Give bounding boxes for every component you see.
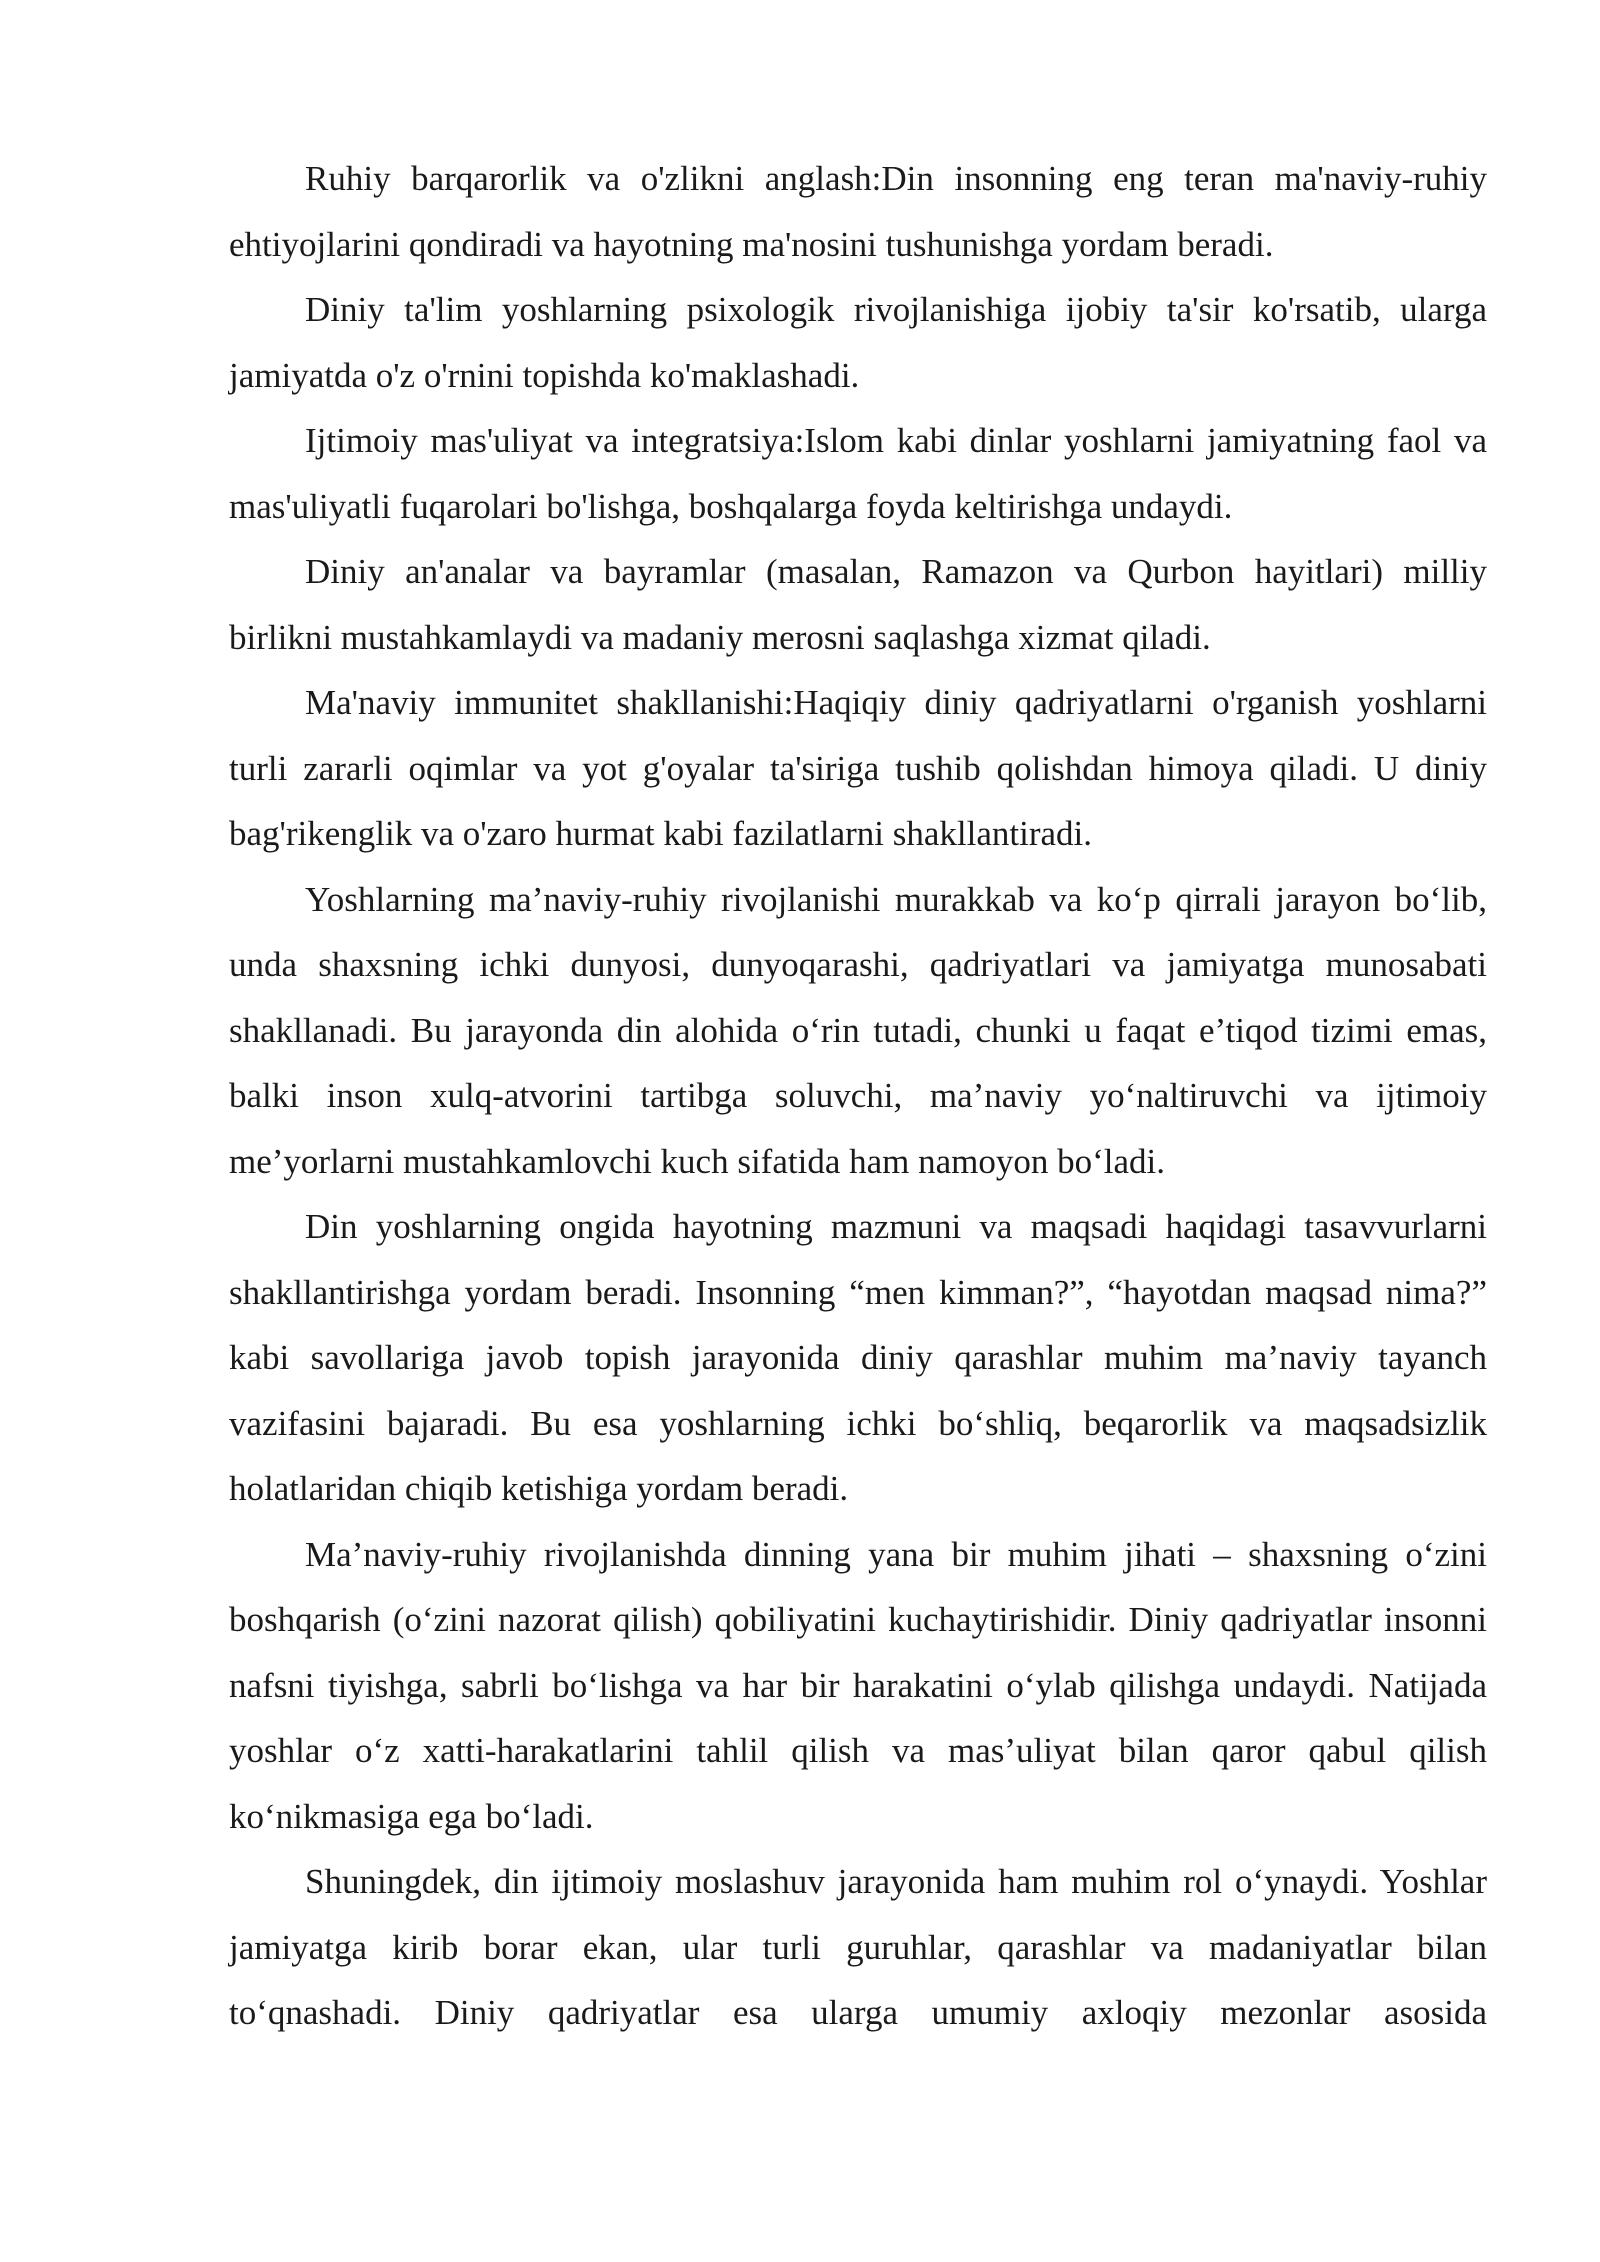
paragraph-3: Ijtimoiy mas'uliyat va integratsiya:Islom kabi dinlar yoshlarni jamiyatning faol va mas'uliyatli fuqarolari bo'lishga, boshqalarga foyda keltirishga undaydi. [229,421,1487,526]
paragraph-9: Shuningdek, din ijtimoiy moslashuv jarayonida ham muhim rol o‘ynaydi. Yoshlar jamiyatga kirib borar ekan, ular turli guruhlar, qarashlar va madaniyatlar bilan to‘qnashadi. Diniy qadriyatlar esa ularga umumiy axloqiy mezonlar asosida [229,1862,1487,2032]
paragraph-6: Yoshlarning ma’naviy-ruhiy rivojlanishi murakkab va ko‘p qirrali jarayon bo‘lib, unda shaxsning ichki dunyosi, dunyoqarashi, qadriyatlari va jamiyatga munosabati shakllanadi. Bu jarayonda din alohida o‘rin tutadi, chunki u faqat e’tiqod tizimi emas, balki inson xulq-atvorini tartibga soluvchi, ma’naviy yo‘naltiruvchi va ijtimoiy me’yorlarni mustahkamlovchi kuch sifatida ham namoyon bo‘ladi. [229,879,1487,1181]
paragraph-7: Din yoshlarning ongida hayotning mazmuni va maqsadi haqidagi tasavvurlarni shakllantirishga yordam beradi. Insonning “men kimman?”, “hayotdan maqsad nima?” kabi savollariga javob topish jarayonida diniy qarashlar muhim ma’naviy tayanch vazifasini bajaradi. Bu esa yoshlarning ichki bo‘shliq, beqarorlik va maqsadsizlik holatlaridan chiqib ketishiga yordam beradi. [229,1207,1487,1508]
paragraph-5: Ma'naviy immunitet shakllanishi:Haqiqiy diniy qadriyatlarni o'rganish yoshlarni turli zararli oqimlar va yot g'oyalar ta'siriga tushib qolishdan himoya qiladi. U diniy bag'rikenglik va o'zaro hurmat kabi fazilatlarni shakllantiradi. [229,683,1487,853]
paragraph-2: Diniy ta'lim yoshlarning psixologik rivojlanishiga ijobiy ta'sir ko'rsatib, ularga jamiyatda o'z o'rnini topishda ko'maklashadi. [229,290,1487,395]
paragraph-4: Diniy an'analar va bayramlar (masalan, Ramazon va Qurbon hayitlari) milliy birlikni mustahkamlaydi va madaniy merosni saqlashga xizmat qiladi. [229,552,1487,657]
document-body [229,146,1487,2046]
paragraph-8: Ma’naviy-ruhiy rivojlanishda dinning yana bir muhim jihati – shaxsning o‘zini boshqarish (o‘zini nazorat qilish) qobiliyatini kuchaytirishidir. Diniy qadriyatlar insonni nafsni tiyishga, sabrli bo‘lishga va har bir harakatini o‘ylab qilishga undaydi. Natijada yoshlar o‘z xatti-harakatlarini tahlil qilish va mas’uliyat bilan qaror qabul qilish ko‘nikmasiga ega bo‘ladi. [229,1534,1487,1836]
paragraph-1: Ruhiy barqarorlik va o'zlikni anglash:Din insonning eng teran ma'naviy-ruhiy ehtiyojlarini qondiradi va hayotning ma'nosini tushunishga yordam beradi. [229,159,1487,264]
